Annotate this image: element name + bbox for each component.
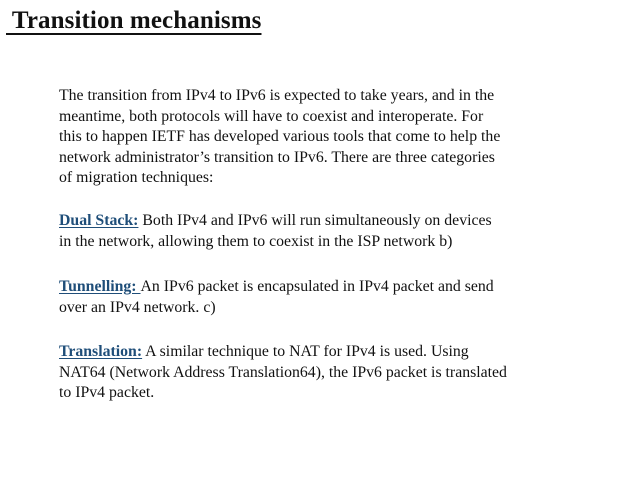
dual-stack-term: Dual Stack: <box>59 212 139 229</box>
tunnelling-term: Tunnelling: <box>59 278 141 295</box>
tunnelling-paragraph <box>59 277 579 318</box>
translation-paragraph <box>59 342 579 404</box>
tunnelling-description: An IPv6 packet is encapsulated in IPv4 packet and send over an IPv4 network. c) <box>59 278 494 316</box>
dual-stack-paragraph <box>59 211 579 252</box>
translation-description: A similar technique to NAT for IPv4 is used. Using NAT64 (Network Address Translation64), the IPv6 packet is translated to IPv4 packet. <box>59 343 507 401</box>
intro-paragraph: The transition from IPv4 to IPv6 is expected to take years, and in the meantime, both protocols will have to coexist and interoperate. For this to happen IETF has developed various tools that come to help the network administrator’s transition to IPv6. There are three categories of migration techniques: <box>59 87 501 186</box>
dual-stack-description: Both IPv4 and IPv6 will run simultaneously on devices in the network, allowing them to coexist in the ISP network b) <box>59 212 492 250</box>
translation-term: Translation: <box>59 343 143 360</box>
slide-title: Transition mechanisms <box>6 7 262 34</box>
